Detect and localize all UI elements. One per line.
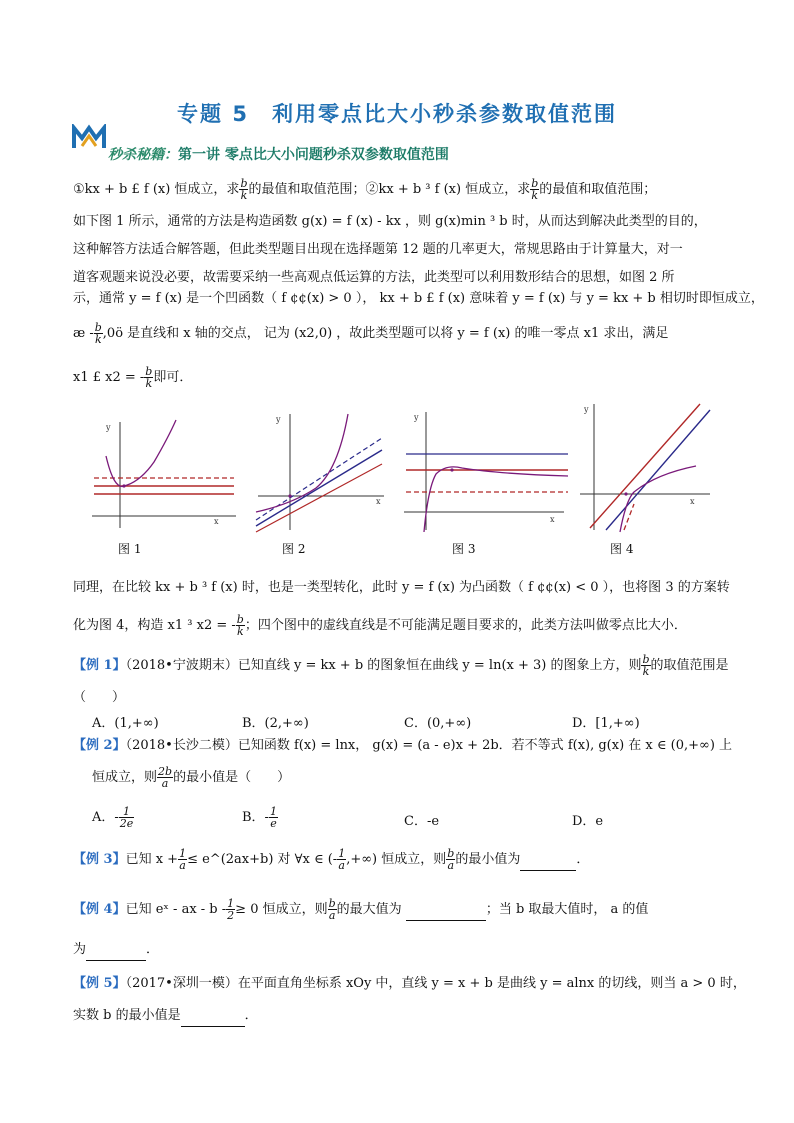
intro-line-3: 这种解答方法适合解答题，但此类型题目出现在选择题第 12 题的几率更大，常规思路由于计算量大，对一 (73, 242, 683, 257)
example-2-tag: 【例 2】 (73, 738, 126, 753)
example-1-text: 【例 1】（2018•宁波期末）已知直线 y = kx + b 的图象恒在曲线 y = ln(x + 3) 的图象上方，则 $\frac{b}{k}$ 的取值范围是 (73, 653, 729, 678)
example-1-option-d[interactable]: D．[1,+∞) (572, 716, 640, 731)
example-2-option-c[interactable]: C．-e (404, 814, 440, 829)
fraction-b-over-k-4: $\frac{b}{k}$ (145, 365, 153, 390)
subhead-lead: 秒杀秘籍： (108, 147, 178, 163)
intro-line-7: x1 £ x2 = - $\frac{b}{k}$ 即可． (73, 365, 193, 390)
intro-l1c: 的最值和取值范围； (539, 182, 657, 197)
intro-l1a: ①kx + b £ f (x) 恒成立，求 (73, 182, 240, 197)
figure-4-caption: 图 4 (610, 542, 634, 556)
intro-line-5: 示，通常 y = f (x) 是一个凹函数（ f ¢¢(x) > 0 ）， kx + b £ f (x) 意味着 y = f (x) 与 y = kx + b 相切时即恒成立， (73, 291, 764, 306)
figure-4-graph (576, 400, 716, 534)
example-5-text: 【例 5】（2017•深圳一模）在平面直角坐标系 xOy 中，直线 y = x + b 是曲线 y = alnx 的切线，则当 a > 0 时， (73, 976, 746, 991)
figure-3-caption: 图 3 (452, 542, 476, 556)
page-title: 专题 5 利用零点比大小秒杀参数取值范围 (177, 102, 617, 126)
example-2-option-b[interactable]: B．- $\frac{1}{e}$ (242, 805, 277, 830)
fraction-2b-over-a: $\frac{2b}{a}$ (158, 765, 173, 790)
example-5-line-2: 实数 b 的最小值是 ． (73, 1006, 733, 1027)
example-4-text: 【例 4】已知 eˣ - ax - b - $\frac{1}{2}$ ≥ 0 恒成立，则 $\frac{b}{a}$ 的最大值为 ；当 b 取最大值时， a 的值 (73, 897, 649, 922)
svg-text:y: y (414, 413, 419, 422)
intro-line-6: æ - $\frac{b}{k}$ ,0ö 是直线和 x 轴的交点， 记为 (x2,0) ，故此类型题可以将 y = f (x) 的唯一零点 x1 求出，满足 (73, 321, 669, 346)
svg-text:y: y (106, 423, 111, 432)
example-4-answer-blank-2[interactable] (86, 940, 146, 961)
example-3-text: 【例 3】已知 x + $\frac{1}{a}$ ≤ e^(2ax+b) 对 ∀x ∈ (- $\frac{1}{a}$ ,+∞) 恒成立，则 $\frac{b}{a}$ 的最小值为 ． (73, 847, 590, 872)
figure-2-caption: 图 2 (282, 542, 306, 556)
figure-1-caption: 图 1 (118, 542, 142, 556)
example-5-answer-blank[interactable] (181, 1006, 245, 1027)
example-1-option-a[interactable]: A．(1,+∞) (92, 716, 159, 731)
example-2-option-a[interactable]: A．- $\frac{1}{2e}$ (92, 805, 134, 830)
logo-icon (72, 124, 106, 150)
example-1-option-c[interactable]: C．(0,+∞) (404, 716, 472, 731)
fraction-b-over-k-3: $\frac{b}{k}$ (94, 321, 102, 346)
example-1-tag: 【例 1】 (73, 658, 126, 673)
fraction-b-over-k-2: $\frac{b}{k}$ (531, 177, 539, 202)
fraction-b-over-k-5: $\frac{b}{k}$ (236, 613, 244, 638)
example-1-paren: （ ） (73, 690, 126, 705)
example-1-option-b[interactable]: B．(2,+∞) (242, 716, 309, 731)
after-line-1: 同理，在比较 kx + b ³ f (x) 时，也是一类型转化，此时 y = f (x) 为凸函数（ f ¢¢(x) < 0 ），也将图 3 的方案转 (73, 580, 730, 595)
svg-text:y: y (584, 405, 589, 414)
svg-text:y: y (276, 415, 281, 424)
fraction-b-over-k: $\frac{b}{k}$ (240, 177, 248, 202)
example-5-tag: 【例 5】 (73, 976, 126, 991)
svg-text:x: x (690, 497, 695, 506)
example-3-answer-blank[interactable] (520, 850, 576, 871)
fraction-b-over-k-6: $\frac{b}{k}$ (642, 653, 650, 678)
intro-line-2: 如下图 1 所示，通常的方法是构造函数 g(x) = f (x) - kx ，则 g(x)min ³ b 时，从而达到解决此类型的目的， (73, 214, 707, 229)
example-2-option-d[interactable]: D．e (572, 814, 604, 829)
intro-line-1 (73, 178, 733, 201)
example-4-line-2: 为 ． (73, 940, 733, 961)
figure-1-graph (84, 416, 244, 534)
example-4-tag: 【例 4】 (73, 902, 126, 917)
example-2-text: 【例 2】（2018•长沙二模）已知函数 f(x) = lnx， g(x) = (a - e)x + 2b．若不等式 f(x), g(x) 在 x ∈ (0,+∞) 上 (73, 738, 733, 753)
after-line-2: 化为图 4，构造 x1 ³ x2 = - $\frac{b}{k}$ ；四个图中的虚线直线是不可能满足题目要求的，此类方法叫做零点比大小． (73, 613, 687, 638)
subhead-text: 第一讲 零点比大小问题秒杀双参数取值范围 (178, 147, 449, 163)
figure-3-graph (400, 408, 572, 534)
section-subhead (108, 144, 449, 164)
svg-text:x: x (376, 497, 381, 506)
svg-text:x: x (550, 515, 555, 524)
figure-2-graph (252, 408, 392, 534)
example-2-line-2: 恒成立，则 $\frac{2b}{a}$ 的最小值是（ ） (92, 765, 291, 790)
svg-text:x: x (214, 517, 219, 526)
intro-l1b: 的最值和取值范围；②kx + b ³ f (x) 恒成立，求 (248, 182, 531, 197)
example-4-answer-blank-1[interactable] (406, 900, 486, 921)
intro-line-4: 道客观题来说没必要，故需要采纳一些高观点低运算的方法，此类型可以利用数形结合的思想，如图 2 所 (73, 270, 675, 285)
example-3-tag: 【例 3】 (73, 852, 126, 867)
